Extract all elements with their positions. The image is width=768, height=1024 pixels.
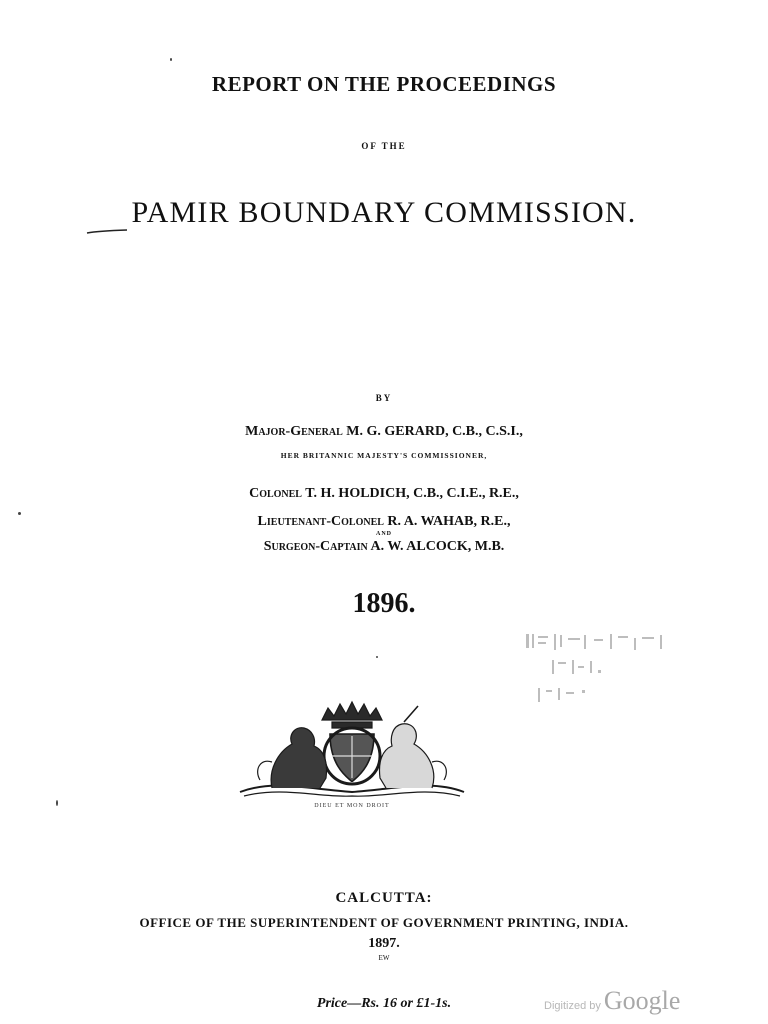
author-gerard	[0, 424, 768, 440]
title-line-2: OF THE	[361, 141, 407, 151]
google-logo: Google	[603, 986, 681, 1015]
author-alcock-name: A. W. ALCOCK, M.B.	[370, 539, 505, 554]
author-wahab	[0, 514, 768, 530]
title-line-3: PAMIR BOUNDARY COMMISSION.	[131, 196, 637, 229]
author-gerard-role: HER BRITANNIC MAJESTY'S COMMISSIONER,	[280, 451, 488, 460]
author-holdich	[0, 486, 768, 502]
imprint-year: 1897.	[368, 936, 400, 951]
royal-coat-of-arms-icon	[232, 700, 472, 810]
report-year: 1896.	[352, 588, 416, 619]
print-speck	[56, 800, 58, 806]
author-wahab-rank: Lieutenant-Colonel	[257, 514, 384, 529]
print-speck	[18, 512, 21, 515]
print-speck	[170, 58, 172, 61]
author-alcock-rank: Surgeon-Captain	[263, 539, 368, 554]
pencil-underline-mark	[86, 229, 128, 235]
author-gerard-name: M. G. GERARD, C.B., C.S.I.,	[346, 424, 523, 439]
price-line: Price—Rs. 16 or £1-1s.	[316, 996, 452, 1011]
by-label: BY	[375, 393, 393, 403]
crest-motto: DIEU ET MON DROIT	[314, 803, 390, 809]
digitized-by-label: Digitized by	[544, 1000, 601, 1012]
imprint-code: EW	[378, 954, 390, 962]
imprint-office: OFFICE OF THE SUPERINTENDENT OF GOVERNMENT PRINTING, INDIA.	[139, 915, 629, 930]
imprint-city: CALCUTTA:	[335, 890, 433, 906]
author-holdich-rank: Colonel	[249, 486, 302, 501]
title-line-1: REPORT ON THE PROCEEDINGS	[211, 72, 557, 96]
digitized-watermark	[544, 986, 680, 1016]
author-wahab-name: R. A. WAHAB, R.E.,	[387, 514, 511, 529]
faded-library-stamp	[524, 630, 674, 710]
author-alcock	[0, 539, 768, 555]
and-label: AND	[376, 531, 392, 537]
author-gerard-rank: Major-General	[245, 424, 343, 439]
print-speck	[376, 656, 378, 658]
author-holdich-name: T. H. HOLDICH, C.B., C.I.E., R.E.,	[305, 486, 519, 501]
